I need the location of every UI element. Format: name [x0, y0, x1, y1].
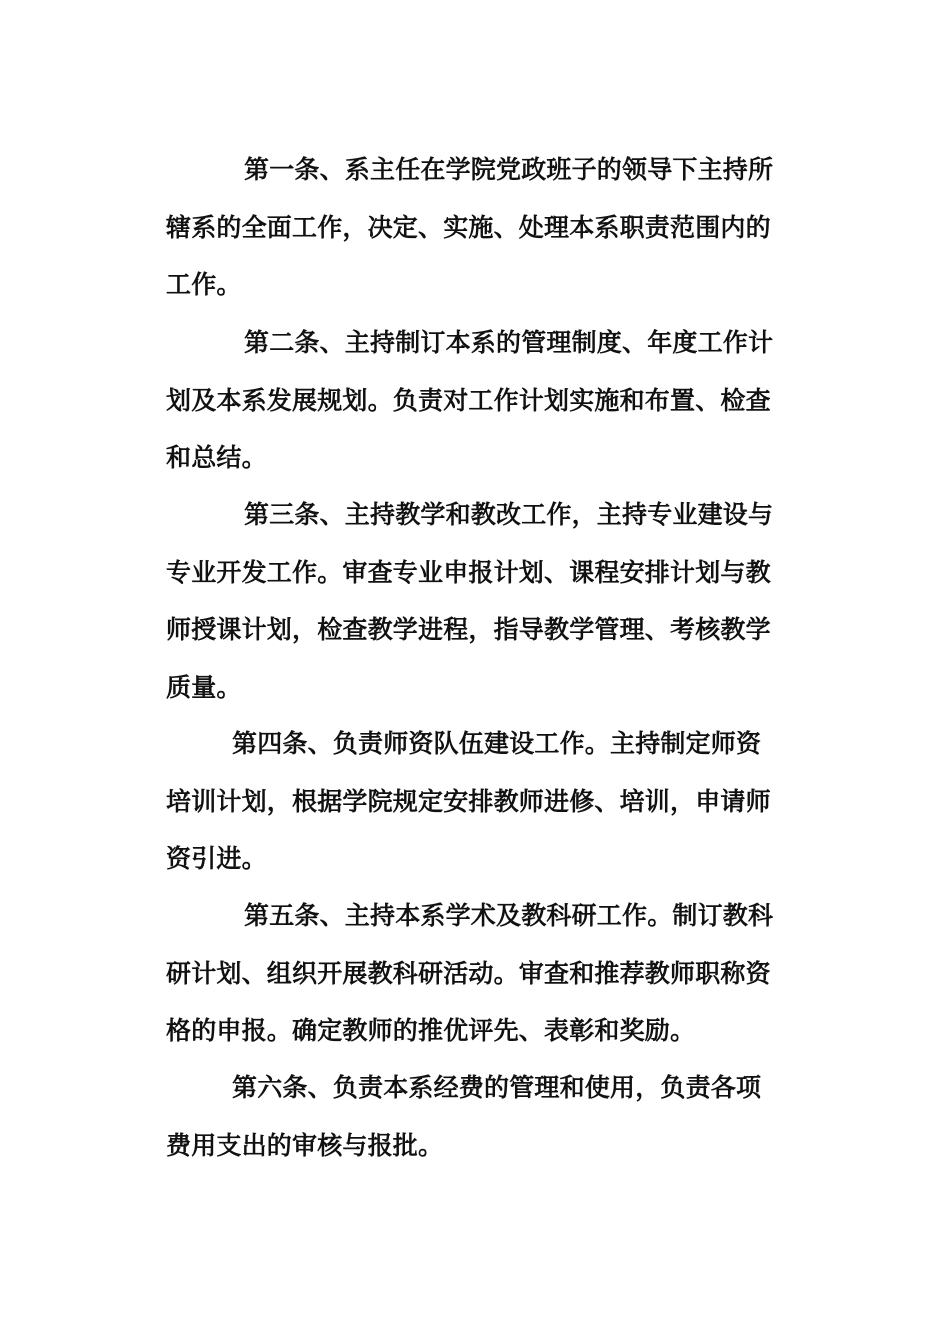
article-line: 师授课计划，检查教学进程，指导教学管理、考核教学: [166, 615, 771, 644]
article-line: 工作。: [166, 270, 242, 299]
article-4: [166, 715, 786, 888]
article-line: 格的申报。确定教师的推优评先、表彰和奖励。: [166, 1016, 696, 1045]
article-line: 费用支出的审核与报批。: [166, 1130, 444, 1160]
article-5: [166, 887, 786, 1060]
article-line: 第一条、系主任在学院党政班子的领导下主持所: [244, 155, 774, 184]
article-line: 培训计划，根据学院规定安排教师进修、培训，申请师: [166, 786, 771, 816]
article-line: 研计划、组织开展教科研活动。审查和推荐教师职称资: [166, 958, 771, 988]
article-line: 第二条、主持制订本系的管理制度、年度工作计: [244, 328, 774, 357]
article-line: 第四条、负责师资队伍建设工作。主持制定师资: [232, 729, 762, 758]
article-line: 质量。: [166, 672, 242, 702]
article-line: 和总结。: [166, 443, 267, 472]
article-line: 第五条、主持本系学术及教科研工作。制订教科: [244, 901, 774, 930]
article-line: 第三条、主持教学和教改工作，主持专业建设与: [244, 500, 774, 529]
article-6: [166, 1059, 786, 1174]
article-line: 资引进。: [166, 844, 267, 873]
article-line: 专业开发工作。审查专业申报计划、课程安排计划与教: [166, 557, 771, 587]
article-3: [166, 486, 786, 716]
article-2: [166, 314, 786, 487]
article-line: 划及本系发展规划。负责对工作计划实施和布置、检查: [166, 385, 771, 415]
article-line: 辖系的全面工作，决定、实施、处理本系职责范围内的: [166, 212, 771, 242]
article-1: [166, 141, 786, 314]
article-line: 第六条、负责本系经费的管理和使用，负责各项: [232, 1073, 762, 1102]
